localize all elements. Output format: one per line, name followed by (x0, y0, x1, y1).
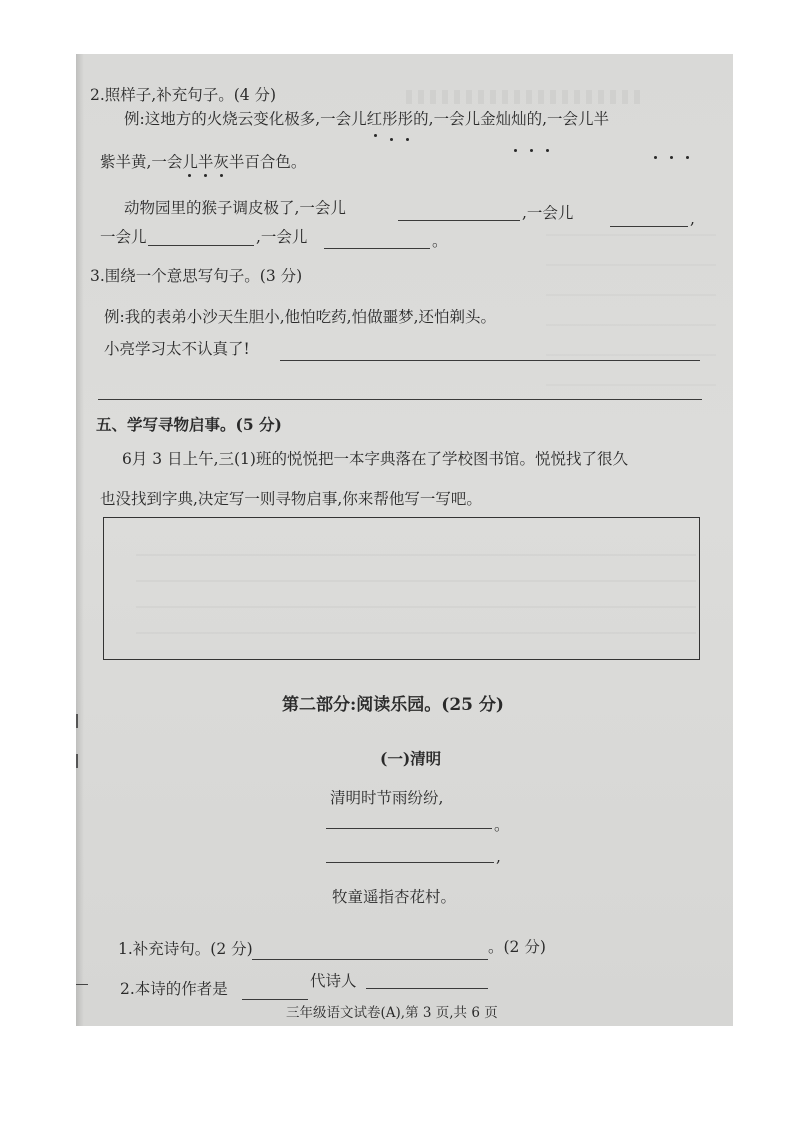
q2-example-line1: 例:这地方的火烧云变化极多,一会儿红彤彤的,一会儿金灿灿的,一会儿半 (124, 110, 610, 128)
q2-blank-2[interactable] (610, 226, 688, 227)
part2-question1: 1.补充诗句。(2 分) (118, 940, 253, 958)
section5-heading: 五、学写寻物启事。(5 分) (96, 415, 282, 434)
emphasis-dot (406, 138, 409, 141)
part2-title: 第二部分:阅读乐园。(25 分) (282, 695, 504, 715)
lost-notice-answer-box[interactable] (103, 517, 700, 660)
poem-title: (一)清明 (380, 749, 442, 768)
margin-mark (76, 754, 84, 768)
bleed-through (406, 90, 646, 104)
emphasis-dot (686, 156, 689, 159)
part2-q2-blank-poet[interactable] (366, 988, 488, 989)
poem-blank-line3[interactable] (326, 862, 494, 863)
emphasis-dot (204, 174, 207, 177)
part2-question2-part1: 2.本诗的作者是 (120, 980, 228, 998)
poem-blank-line2[interactable] (326, 828, 492, 829)
emphasis-dot (530, 149, 533, 152)
margin-mark (76, 984, 88, 985)
part2-question1-end: 。(2 分) (488, 938, 546, 956)
part2-question2-part2: 代诗人 (310, 972, 357, 990)
part2-q1-blank[interactable] (252, 959, 488, 960)
emphasis-dot (390, 138, 393, 141)
q2-prompt-part1: 动物园里的猴子调皮极了,一会儿 (124, 199, 346, 217)
q3-blank-1[interactable] (280, 360, 700, 361)
poem-line4: 牧童遥指杏花村。 (332, 888, 457, 906)
q2-blank-4[interactable] (324, 248, 430, 249)
bleed-through (546, 234, 716, 414)
emphasis-dot (546, 149, 549, 152)
poem-line3-end: , (496, 848, 501, 866)
emphasis-dot (670, 156, 673, 159)
q3-heading: 3.围绕一个意思写句子。(3 分) (90, 267, 303, 285)
poem-line1: 清明时节雨纷纷, (330, 789, 444, 807)
section5-paragraph-line2: 也没找到字典,决定写一则寻物启事,你来帮他写一写吧。 (100, 490, 482, 508)
emphasis-dot (220, 174, 223, 177)
q2-example-line2: 紫半黄,一会儿半灰半百合色。 (100, 153, 307, 171)
q2-prompt-part3: , (690, 210, 695, 228)
q3-example: 例:我的表弟小沙天生胆小,他怕吃药,怕做噩梦,还怕剃头。 (104, 308, 497, 326)
section5-paragraph-line1: 6月 3 日上午,三(1)班的悦悦把一本字典落在了学校图书馆。悦悦找了很久 (122, 450, 628, 468)
q2-heading: 2.照样子,补充句子。(4 分) (90, 86, 277, 104)
q2-line2-part1: 一会儿 (100, 228, 147, 246)
exam-page (76, 54, 733, 1026)
q2-blank-1[interactable] (398, 220, 520, 221)
q3-blank-2[interactable] (98, 399, 702, 400)
q2-blank-3[interactable] (148, 245, 254, 246)
emphasis-dot (374, 134, 377, 137)
q2-prompt-part2: ,一会儿 (522, 204, 574, 222)
page-footer: 三年级语文试卷(A),第 3 页,共 6 页 (286, 1005, 498, 1021)
part2-q2-blank-dynasty[interactable] (242, 999, 308, 1000)
poem-line2-end: 。 (494, 816, 510, 834)
page-shadow (76, 54, 84, 1026)
emphasis-dot (654, 156, 657, 159)
emphasis-dot (188, 174, 191, 177)
margin-mark (76, 714, 84, 728)
q3-prompt: 小亮学习太不认真了! (104, 340, 250, 358)
emphasis-dot (514, 149, 517, 152)
q2-line2-part3: 。 (432, 232, 448, 250)
q2-line2-part2: ,一会儿 (256, 228, 308, 246)
